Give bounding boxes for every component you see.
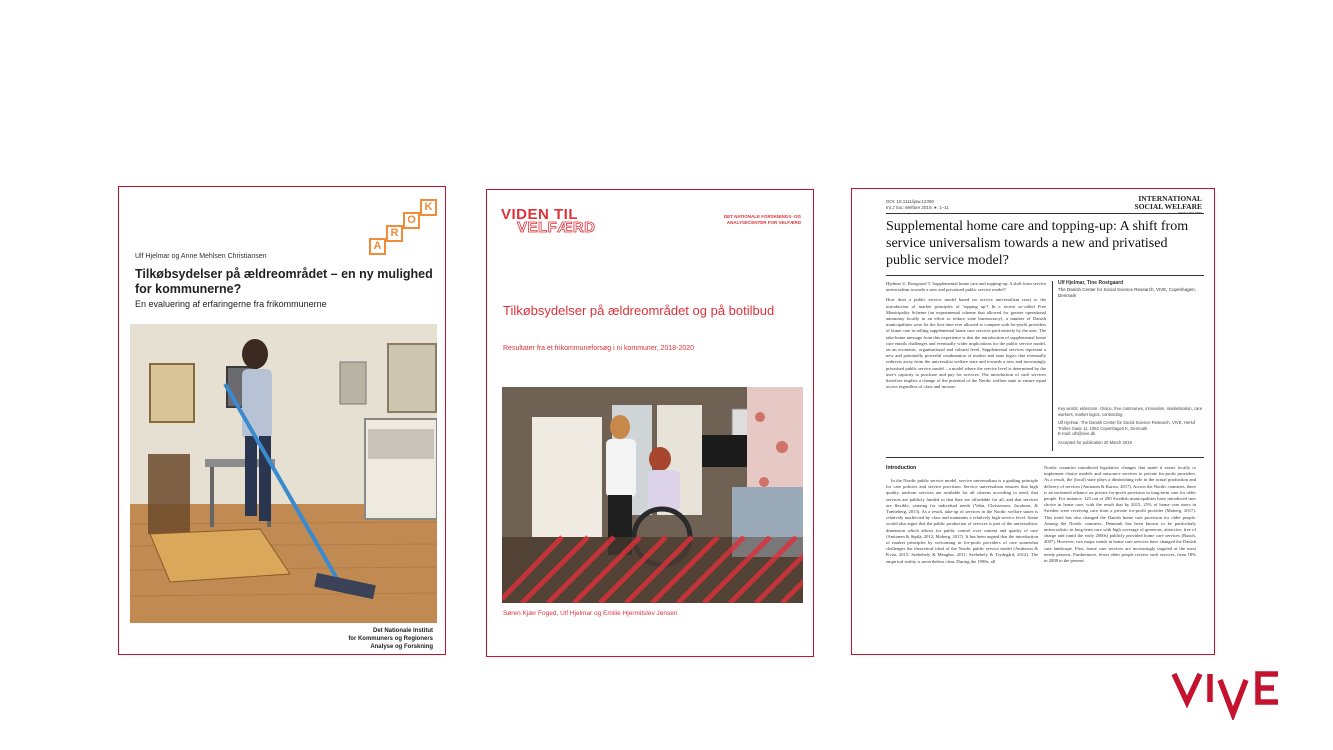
brand-line-1: VIDEN TIL: [501, 206, 579, 223]
kora-logo: [369, 199, 441, 259]
kora-letter-a: A: [369, 238, 386, 255]
abstract-text: How does a public service model based on service universalism react to the introduction of market principles of 'topping up'? In a recent so-called Free Municipality Scheme (an experimental scheme that allowed for greater operational autonomy locally in an effort to reduce state bureaucracy), a number of Danish municipalities were for the first time ever allowed to compete with for-profit providers of home care in selling supplemental home care services paid entirely by the user. The take-home message from this experience is that the introduction of supplemental home care entails challenges and eventually wider implications for the public service model, on an economic, organisational and cultural level. Supplemental services represent a new and potentially powerful combination of market and state logics that eventually redirects away from the universalist welfare state and towards a new and increasingly privatised public service model – a model where the service level is determined by the user's capacity to purchase and pay for services. The introduction of such services therefore implies a change of the potential of the Nordic welfare state to ensure equal access regardless of class and income.: [886, 297, 1046, 390]
report-title: Tilkøbsydelser på ældreområdet og på botilbud: [503, 303, 775, 318]
title-divider: [886, 275, 1204, 276]
report-cover-kora[interactable]: [118, 186, 446, 655]
body-text: Nordic countries introduced legislative changes that made it easier locally to implement choice models and outsource services to private for-profit providers. As a result, the (local) state plays a diminishing role in the actual production and delivery of services (Anttonen & Karsio, 2017). Across the Nordic countries, there is an increased reliance on private for-profit provision in long-term care for older people. For instance, 123 out of 290 Swedish municipalities have introduced user choice in home care, with the result that by 2015, 25% of home care users in Sweden were receiving care from a private for-profit provider (Moberg, 2017). This trend has also changed the Danish home care provision for older people. Among the Nordic countries, Denmark has been known to be particularly universalistic in long-term care with high coverage of generous, attractive, free of charge and (until the early 2000s) publicly provided home care services (Rauch, 2007). However, two major trends in home care services have changed the Danish care landscape. First, home care services are increasingly targeted at the most needy persons. Furthermore, fewer older people receive such services, from 18% in 2008 to the present: [1044, 465, 1196, 564]
column-divider: [1052, 281, 1053, 451]
email: E-mail: ulh@vive.dk: [1058, 431, 1096, 437]
author-block: [1058, 281, 1204, 298]
body-column-right: [1044, 465, 1196, 653]
institute-line: for Kommuners og Regioners: [348, 636, 433, 642]
report-cover-vive[interactable]: [486, 189, 814, 657]
kora-letter-k: K: [420, 199, 437, 216]
report-title: Tilkøbsydelser på ældreområdet – en ny mulighed for kommunerne?: [135, 267, 433, 296]
brand-line-2: VELFÆRD: [517, 219, 596, 236]
kora-letter-o: O: [403, 212, 420, 229]
institute-name: [348, 627, 433, 651]
journal-issn: ISSN 1369-6866: [1178, 211, 1202, 215]
viden-til-velfaerd-logo: [501, 208, 596, 234]
report-subtitle: Resultater fra et frikommuneforsøg i ni kommuner, 2018-2020: [503, 345, 695, 352]
report-subtitle: En evaluering af erfaringerne fra frikommunerne: [135, 299, 327, 309]
kora-letter-r: R: [386, 225, 403, 242]
vive-logo-mark: [1170, 666, 1285, 720]
article-abstract: [886, 281, 1046, 449]
article-title: Supplemental home care and topping-up: A shift from service universalism towards a new and privatised public service model?: [886, 219, 1189, 268]
doi-info: [886, 199, 949, 211]
keywords-block: [1058, 406, 1204, 446]
institute-name: DET NATIONALE FORSKNINGS- OG ANALYSECENTER FOR VELFÆRD: [723, 214, 801, 225]
correspondence: Ulf Hjelmar, The Danish Center for Social Science Research, VIVE, Herluf Trolles Gade 11, 1052 Copenhagen K, Denmark: [1058, 420, 1196, 431]
journal-name-line-1: INTERNATIONAL: [1138, 194, 1202, 203]
institute-line: Det Nationale Institut: [372, 628, 433, 634]
cover-photo-cleaning: [130, 324, 437, 623]
author-names: Ulf Hjelmar, Tine Rostgaard: [1058, 280, 1124, 286]
doi-line: DOI: 10.1111/ijsw.12390: [886, 199, 935, 204]
journal-name-line-2: SOCIAL WELFARE: [1134, 202, 1202, 211]
citation: Hjelmar U, Rostgaard T. Supplemental home care and topping-up: A shift from service universalism towards a new and privatised public service model?: [886, 281, 1046, 293]
author-affiliation: The Danish Center for Social Science Research, VIVE, Copenhagen, Denmark: [1058, 286, 1196, 298]
journal-volume-line: Int J Soc Welfare 2019: ●: 1–11: [886, 205, 949, 210]
journal-article-page[interactable]: [851, 188, 1215, 655]
report-authors: Ulf Hjelmar og Anne Mehlsen Christiansen: [135, 253, 267, 260]
body-column-left: [886, 478, 1038, 654]
institute-line: Analyse og Forskning: [370, 644, 433, 650]
accepted-date: Accepted for publication 20 March 2019: [1058, 439, 1132, 445]
header-divider: [886, 213, 1204, 214]
report-authors: Søren Kjær Foged, Ulf Hjelmar og Emilie Hjermitslev Jensen: [503, 610, 678, 617]
abstract-divider: [886, 457, 1204, 458]
vive-logo: [1170, 666, 1285, 720]
section-heading-introduction: Introduction: [886, 465, 917, 471]
keywords: Key words: eldercare, choice, free communes, innovation, marketisation, care workers, market logics, contracting: [1058, 406, 1203, 417]
cover-photo-care-home: [502, 387, 803, 603]
body-text: In the Nordic public service model, service universalism is a guiding principle for care policies and service provision. Service universalism ensures that high quality, uniform services are available for all citizens according to need, that services are publicly funded so that they are affordable for all, and that services are flexible, catering for individual needs (Vabø, Christensen, Jacobsen, & Trætteberg, 2013). As a result, take-up of services in the Nordic welfare states is relatively unaffected by class and maintains a relatively high service level. Some would also argue that the public production of services is part of the universalistic dimension which allows for public control over content and quality of care (Anttonen & Sipilä, 2012; Moberg, 2017). It has been argued that the introduction of market principles by welcoming in for-profit providers of care somewhat challenges the theoretical ideal of the Nordic public service model (Anderson & Kvist, 2015; Szebehely & Meagher, 2011; Szebehely & Trydegård, 2012). The empirical reality is nevertheless clear. During the 1990s, all: [886, 478, 1038, 564]
